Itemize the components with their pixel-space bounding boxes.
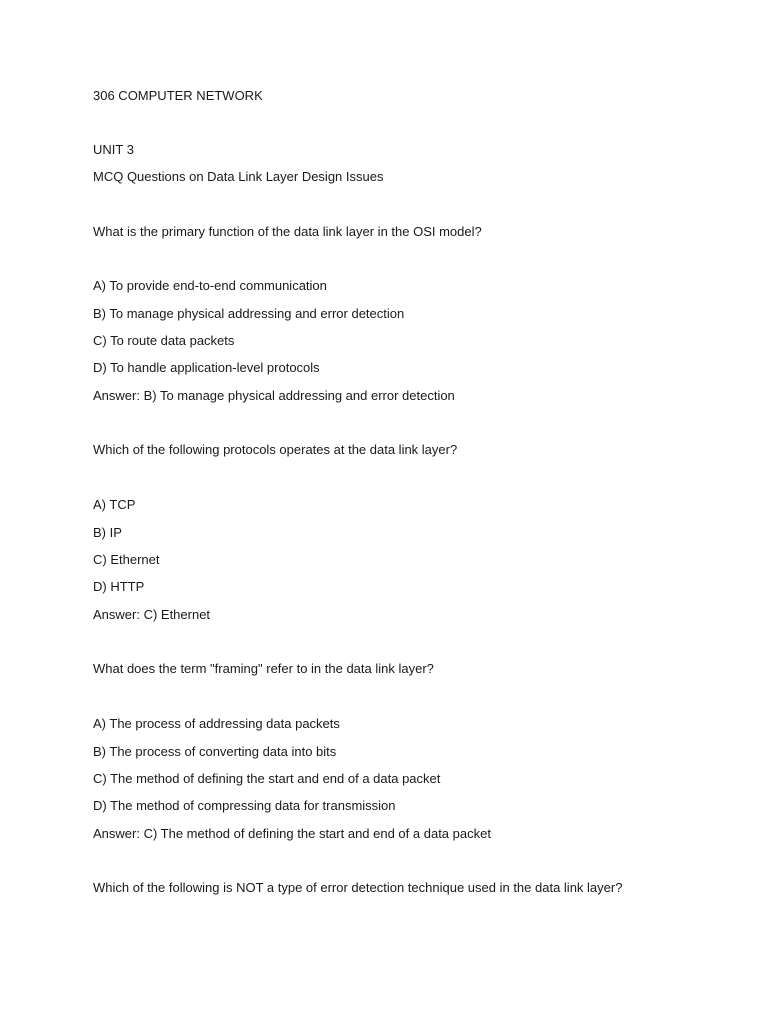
question-3-option-b: B) The process of converting data into bits [93, 744, 337, 759]
question-2-option-c: C) Ethernet [93, 552, 160, 567]
question-2-option-d: D) HTTP [93, 579, 145, 594]
unit-heading: UNIT 3 [93, 142, 134, 157]
question-3-option-d: D) The method of compressing data for transmission [93, 798, 396, 813]
question-1-option-a: A) To provide end-to-end communication [93, 278, 327, 293]
question-1-answer: Answer: B) To manage physical addressing and error detection [93, 388, 455, 403]
question-4-text: Which of the following is NOT a type of error detection technique used in the data link layer? [93, 880, 623, 895]
question-3-option-a: A) The process of addressing data packets [93, 716, 340, 731]
question-3-text: What does the term "framing" refer to in the data link layer? [93, 661, 434, 676]
question-2-text: Which of the following protocols operates at the data link layer? [93, 442, 458, 457]
question-2-option-a: A) TCP [93, 497, 136, 512]
question-2-answer: Answer: C) Ethernet [93, 607, 211, 622]
question-3-answer: Answer: C) The method of defining the start and end of a data packet [93, 826, 491, 841]
question-1-option-d: D) To handle application-level protocols [93, 360, 320, 375]
course-title: 306 COMPUTER NETWORK [93, 88, 263, 103]
question-1-text: What is the primary function of the data link layer in the OSI model? [93, 224, 482, 239]
question-1-option-c: C) To route data packets [93, 333, 235, 348]
document-subtitle: MCQ Questions on Data Link Layer Design Issues [93, 169, 384, 184]
question-3-option-c: C) The method of defining the start and end of a data packet [93, 771, 441, 786]
question-2-option-b: B) IP [93, 525, 122, 540]
question-1-option-b: B) To manage physical addressing and error detection [93, 306, 405, 321]
